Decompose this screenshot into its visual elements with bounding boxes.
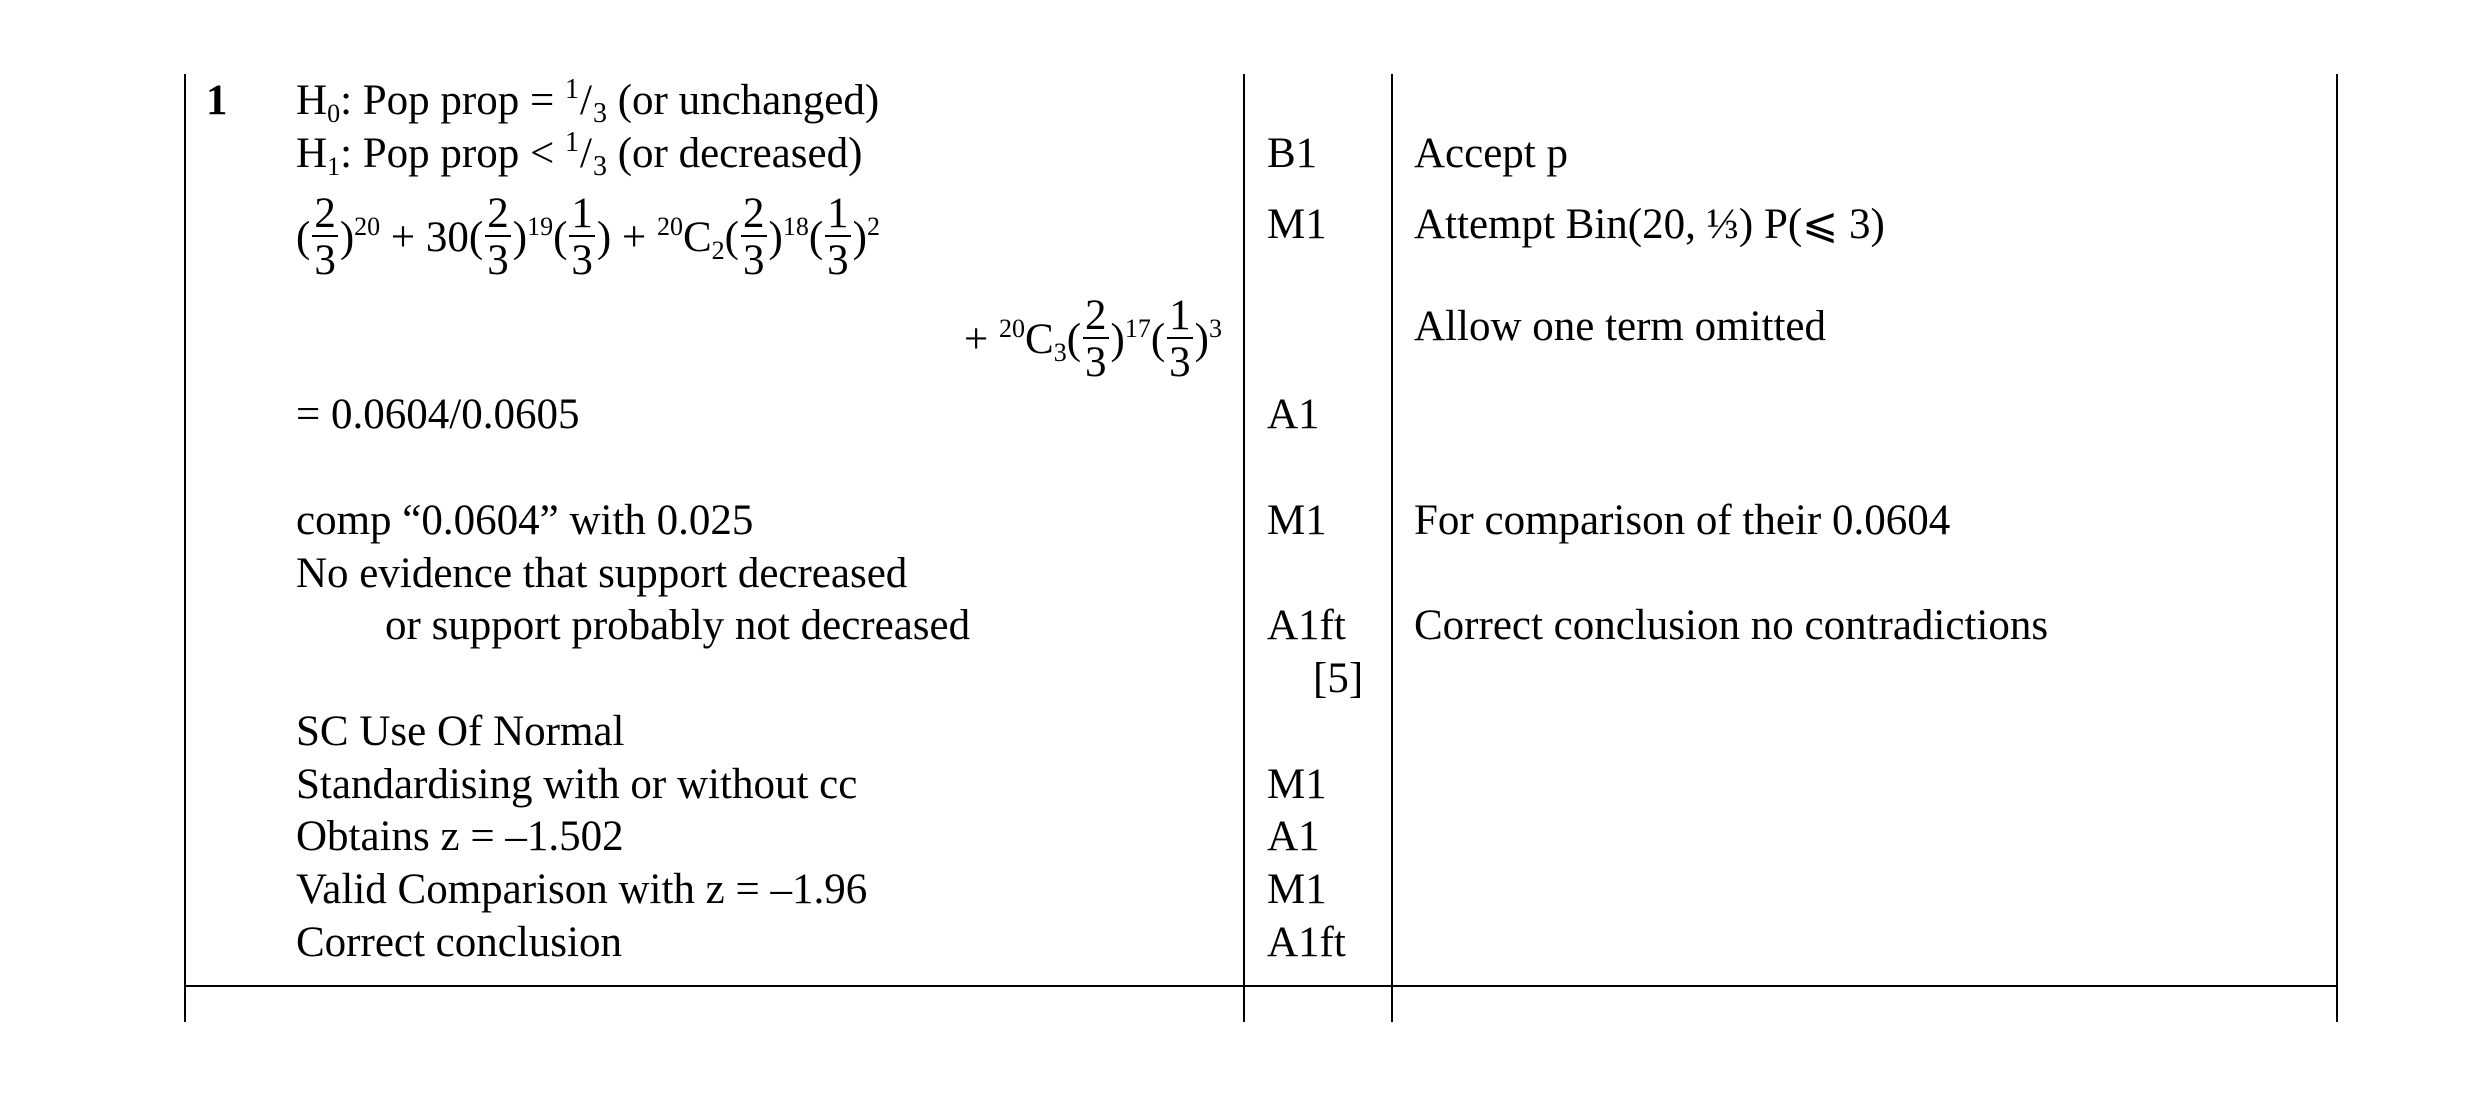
- probability-result: = 0.0604/0.0605: [296, 391, 580, 438]
- mark-m1: M1: [1267, 201, 1327, 248]
- conclusion-line-1: No evidence that support decreased: [296, 550, 908, 597]
- table-left-border: [184, 74, 186, 1022]
- special-case-line-2: Obtains z = –1.502: [296, 813, 624, 860]
- special-case-line-3: Valid Comparison with z = –1.96: [296, 866, 868, 913]
- guidance-note: Accept p: [1414, 130, 1569, 177]
- guidance-note: For comparison of their 0.0604: [1414, 497, 1951, 544]
- guidance-note: Correct conclusion no contradictions: [1414, 602, 2049, 649]
- conclusion-line-2: or support probably not decreased: [385, 602, 971, 649]
- total-marks: [5]: [1313, 655, 1364, 702]
- special-case-title: SC Use Of Normal: [296, 708, 625, 755]
- binomial-calculation-line-2: + $^{20}C_3$( $\frac{2}{3}$ )$^{17}$( $\frac{1}{3}$ )$^3$: [963, 292, 1222, 386]
- marks-column-right-border: [1391, 74, 1393, 1022]
- alternative-hypothesis: $H_1$: Pop prop < $^1/_3$ (or decreased): [296, 127, 863, 182]
- mark-a1ft: A1ft: [1267, 602, 1346, 649]
- table-row-divider: [184, 985, 2338, 987]
- guidance-note: Attempt Bin(20, ⅓) P(⩽ 3): [1414, 201, 1885, 248]
- mark-a1: A1: [1267, 391, 1320, 438]
- marks-column-left-border: [1243, 74, 1245, 1022]
- mark-a1: A1: [1267, 813, 1320, 860]
- comparison-line: comp “0.0604” with 0.025: [296, 497, 754, 544]
- mark-m1: M1: [1267, 761, 1327, 808]
- null-hypothesis: $H_0$: Pop prop = $^1/_3$ (or unchanged): [296, 74, 880, 129]
- special-case-line-1: Standardising with or without cc: [296, 761, 858, 808]
- question-number: 1: [206, 77, 228, 124]
- guidance-note: Allow one term omitted: [1414, 303, 1827, 350]
- binomial-calculation-line-1: ( $\frac{2}{3}$ )$^{20}$ + 30( $\frac{2}{3}$ )$^{19}$( $\frac{1}{3}$ ) + $^{20}C_2$( $\frac{2}{3}$ )$^{18}$( $\frac{1}{3}$ )$^2$: [296, 190, 880, 284]
- mark-a1ft: A1ft: [1267, 919, 1346, 966]
- mark-m1: M1: [1267, 497, 1327, 544]
- mark-b1: B1: [1267, 130, 1318, 177]
- special-case-line-4: Correct conclusion: [296, 919, 622, 966]
- mark-m1: M1: [1267, 866, 1327, 913]
- table-right-border: [2336, 74, 2338, 1022]
